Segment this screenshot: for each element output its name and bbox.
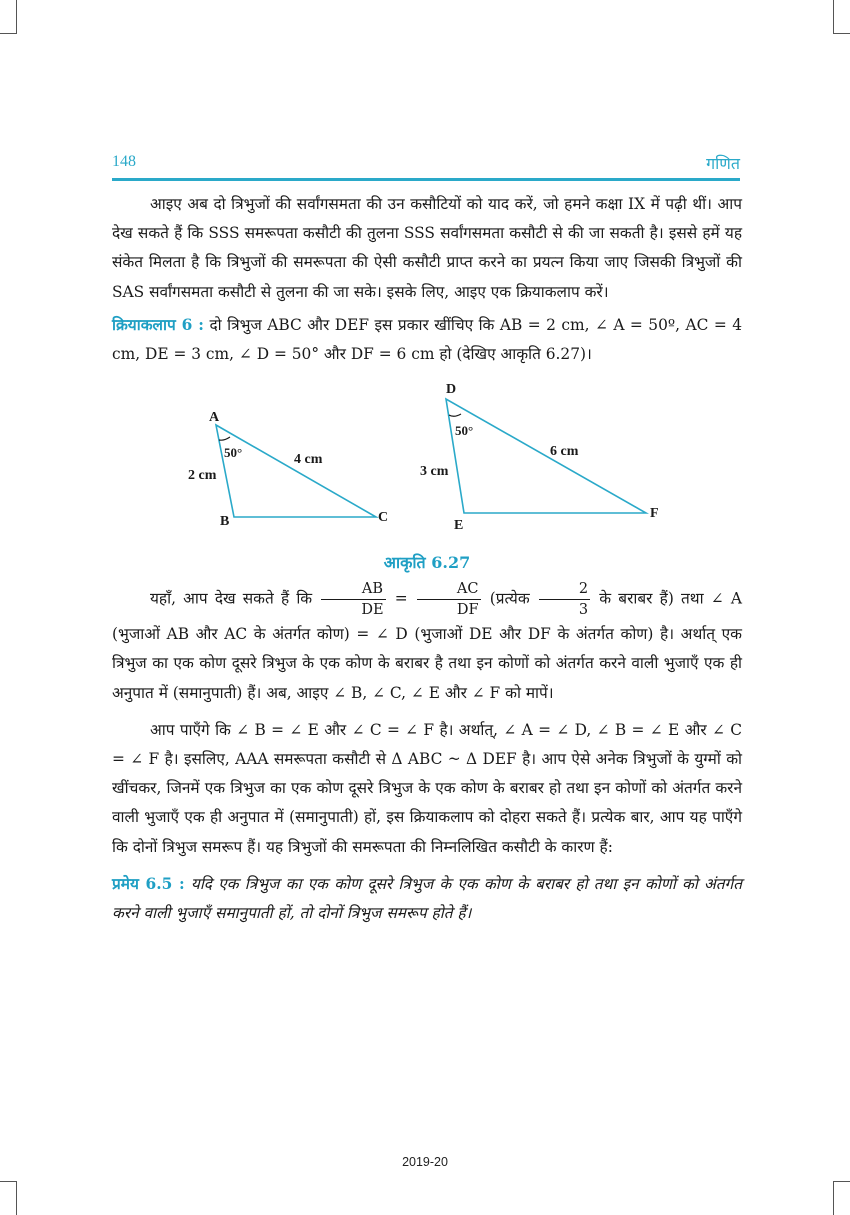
vertex-c: C	[378, 510, 389, 526]
theorem-6-5	[112, 870, 742, 928]
conclusion-paragraph: आप पाएँगे कि ∠ B = ∠ E और ∠ C = ∠ F है। अर्थात्, ∠ A = ∠ D, ∠ B = ∠ E और ∠ C = ∠ F है। इसलिए, AAA समरूपता कसौटी से Δ ABC ~ Δ DEF है। आप ऐसे अनेक त्रिभुजों के युग्मों को खींचकर, जिनमें एक त्रिभुज का एक कोण दूसरे त्रिभुज के एक कोण के बराबर हो तथा इन कोणों को अंतर्गत करने वाली भुजाएँ एक ही अनुपात में (समानुपाती) हों, इस क्रियाकलाप को दोहरा सकते हैं। प्रत्येक बार, आप यह पाएँगे कि दोनों त्रिभुज समरूप हैं। यह त्रिभुजों की समरूपता की निम्नलिखित कसौटी के कारण हैं:	[112, 720, 742, 856]
spacer	[112, 862, 742, 870]
fraction-numerator: AB	[321, 579, 385, 600]
ratio-text-post: के बराबर हैं) तथा ∠ A (भुजाओं AB और AC के अंतर्गत कोण) = ∠ D (भुजाओं DE और DF के अंतर्गत कोण) है। अर्थात् एक त्रिभुज का एक कोण दूसरे त्रिभुज के एक कोण के बराबर है तथा इन कोणों को अंतर्गत करने वाली भुजाएँ एक ही अनुपात में (समानुपाती) हैं। अब, आइए ∠ B, ∠ C, ∠ E और ∠ F को मापें।	[112, 589, 742, 702]
side-label-de: 3 cm	[420, 464, 449, 480]
vertex-d: D	[446, 382, 457, 398]
angle-label-a: 50°	[224, 445, 243, 461]
vertex-b: B	[220, 514, 230, 530]
vertex-a: A	[209, 410, 220, 426]
side-label-df: 6 cm	[550, 444, 579, 460]
theorem-text: यदि एक त्रिभुज का एक कोण दूसरे त्रिभुज के एक कोण के बराबर हो तथा इन कोणों को अंतर्गत करने वाली भुजाएँ समानुपाती हों, तो दोनों त्रिभुज समरूप होते हैं।	[112, 874, 742, 923]
page-number: 148	[112, 153, 136, 170]
fraction-denominator: 3	[578, 602, 589, 619]
page-header	[112, 150, 740, 182]
crop-mark	[834, 1181, 850, 1182]
page-content	[112, 190, 742, 928]
fraction-numerator: 2	[539, 579, 590, 600]
crop-mark	[833, 1181, 834, 1215]
crop-mark	[16, 0, 17, 34]
subject-title: गणित	[706, 154, 740, 173]
fraction-ac-df	[417, 579, 481, 620]
figure-caption: आकृति 6.27	[383, 553, 471, 573]
angle-arc-a	[219, 437, 230, 440]
activity-text: दो त्रिभुज ABC और DEF इस प्रकार खींचिए कि AB = 2 cm, ∠ A = 50º, AC = 4 cm, DE = 3 cm, ∠ D = 50° और DF = 6 cm हो (देखिए आकृति 6.27)।	[112, 315, 743, 364]
vertex-f: F	[650, 506, 659, 522]
crop-mark	[833, 0, 834, 34]
crop-mark	[0, 33, 16, 34]
fraction-two-thirds	[539, 579, 590, 620]
equals-sign: =	[387, 589, 415, 608]
angle-arc-d	[449, 414, 461, 416]
side-label-ac: 4 cm	[294, 452, 323, 468]
spacer	[112, 708, 742, 716]
activity-label: क्रियाकलाप 6 :	[112, 315, 204, 334]
crop-mark	[16, 1181, 17, 1215]
fraction-numerator: AC	[417, 579, 481, 600]
figure-6-27	[112, 373, 742, 551]
crop-mark	[834, 33, 850, 34]
vertex-e: E	[454, 518, 464, 534]
fraction-ab-de	[321, 579, 385, 620]
activity-paragraph	[112, 311, 742, 369]
triangle-def	[446, 399, 646, 513]
triangle-abc	[216, 425, 376, 517]
crop-mark	[0, 1181, 16, 1182]
ratio-paragraph	[112, 579, 742, 708]
header-rule	[112, 178, 740, 181]
footer-year: 2019-20	[402, 1155, 448, 1169]
ratio-text-mid: (प्रत्येक	[482, 589, 537, 608]
fraction-denominator: DE	[361, 602, 384, 619]
intro-paragraph: आइए अब दो त्रिभुजों की सर्वांगसमता की उन कसौटियों को याद करें, जो हमने कक्षा IX में पढ़ी थीं। आप देख सकते हैं कि SSS समरूपता कसौटी की तुलना SSS सर्वांगसमता कसौटी से की जा सकती है। इससे हमें यह संकेत मिलता है कि त्रिभुजों की समरूपता की ऐसी कसौटी प्राप्त करने का प्रयत्न किया जाए जिसकी त्रिभुजों की SAS सर्वांगसमता कसौटी से तुलना की जा सके। इसके लिए, आइए एक क्रियाकलाप करें।	[112, 195, 742, 301]
side-label-ab: 2 cm	[188, 468, 217, 484]
angle-label-d: 50°	[455, 423, 474, 439]
theorem-label: प्रमेय 6.5 :	[112, 874, 185, 893]
fraction-denominator: DF	[456, 602, 479, 619]
triangles-diagram	[112, 373, 742, 551]
ratio-text-pre: यहाँ, आप देख सकते हैं कि	[150, 589, 320, 608]
